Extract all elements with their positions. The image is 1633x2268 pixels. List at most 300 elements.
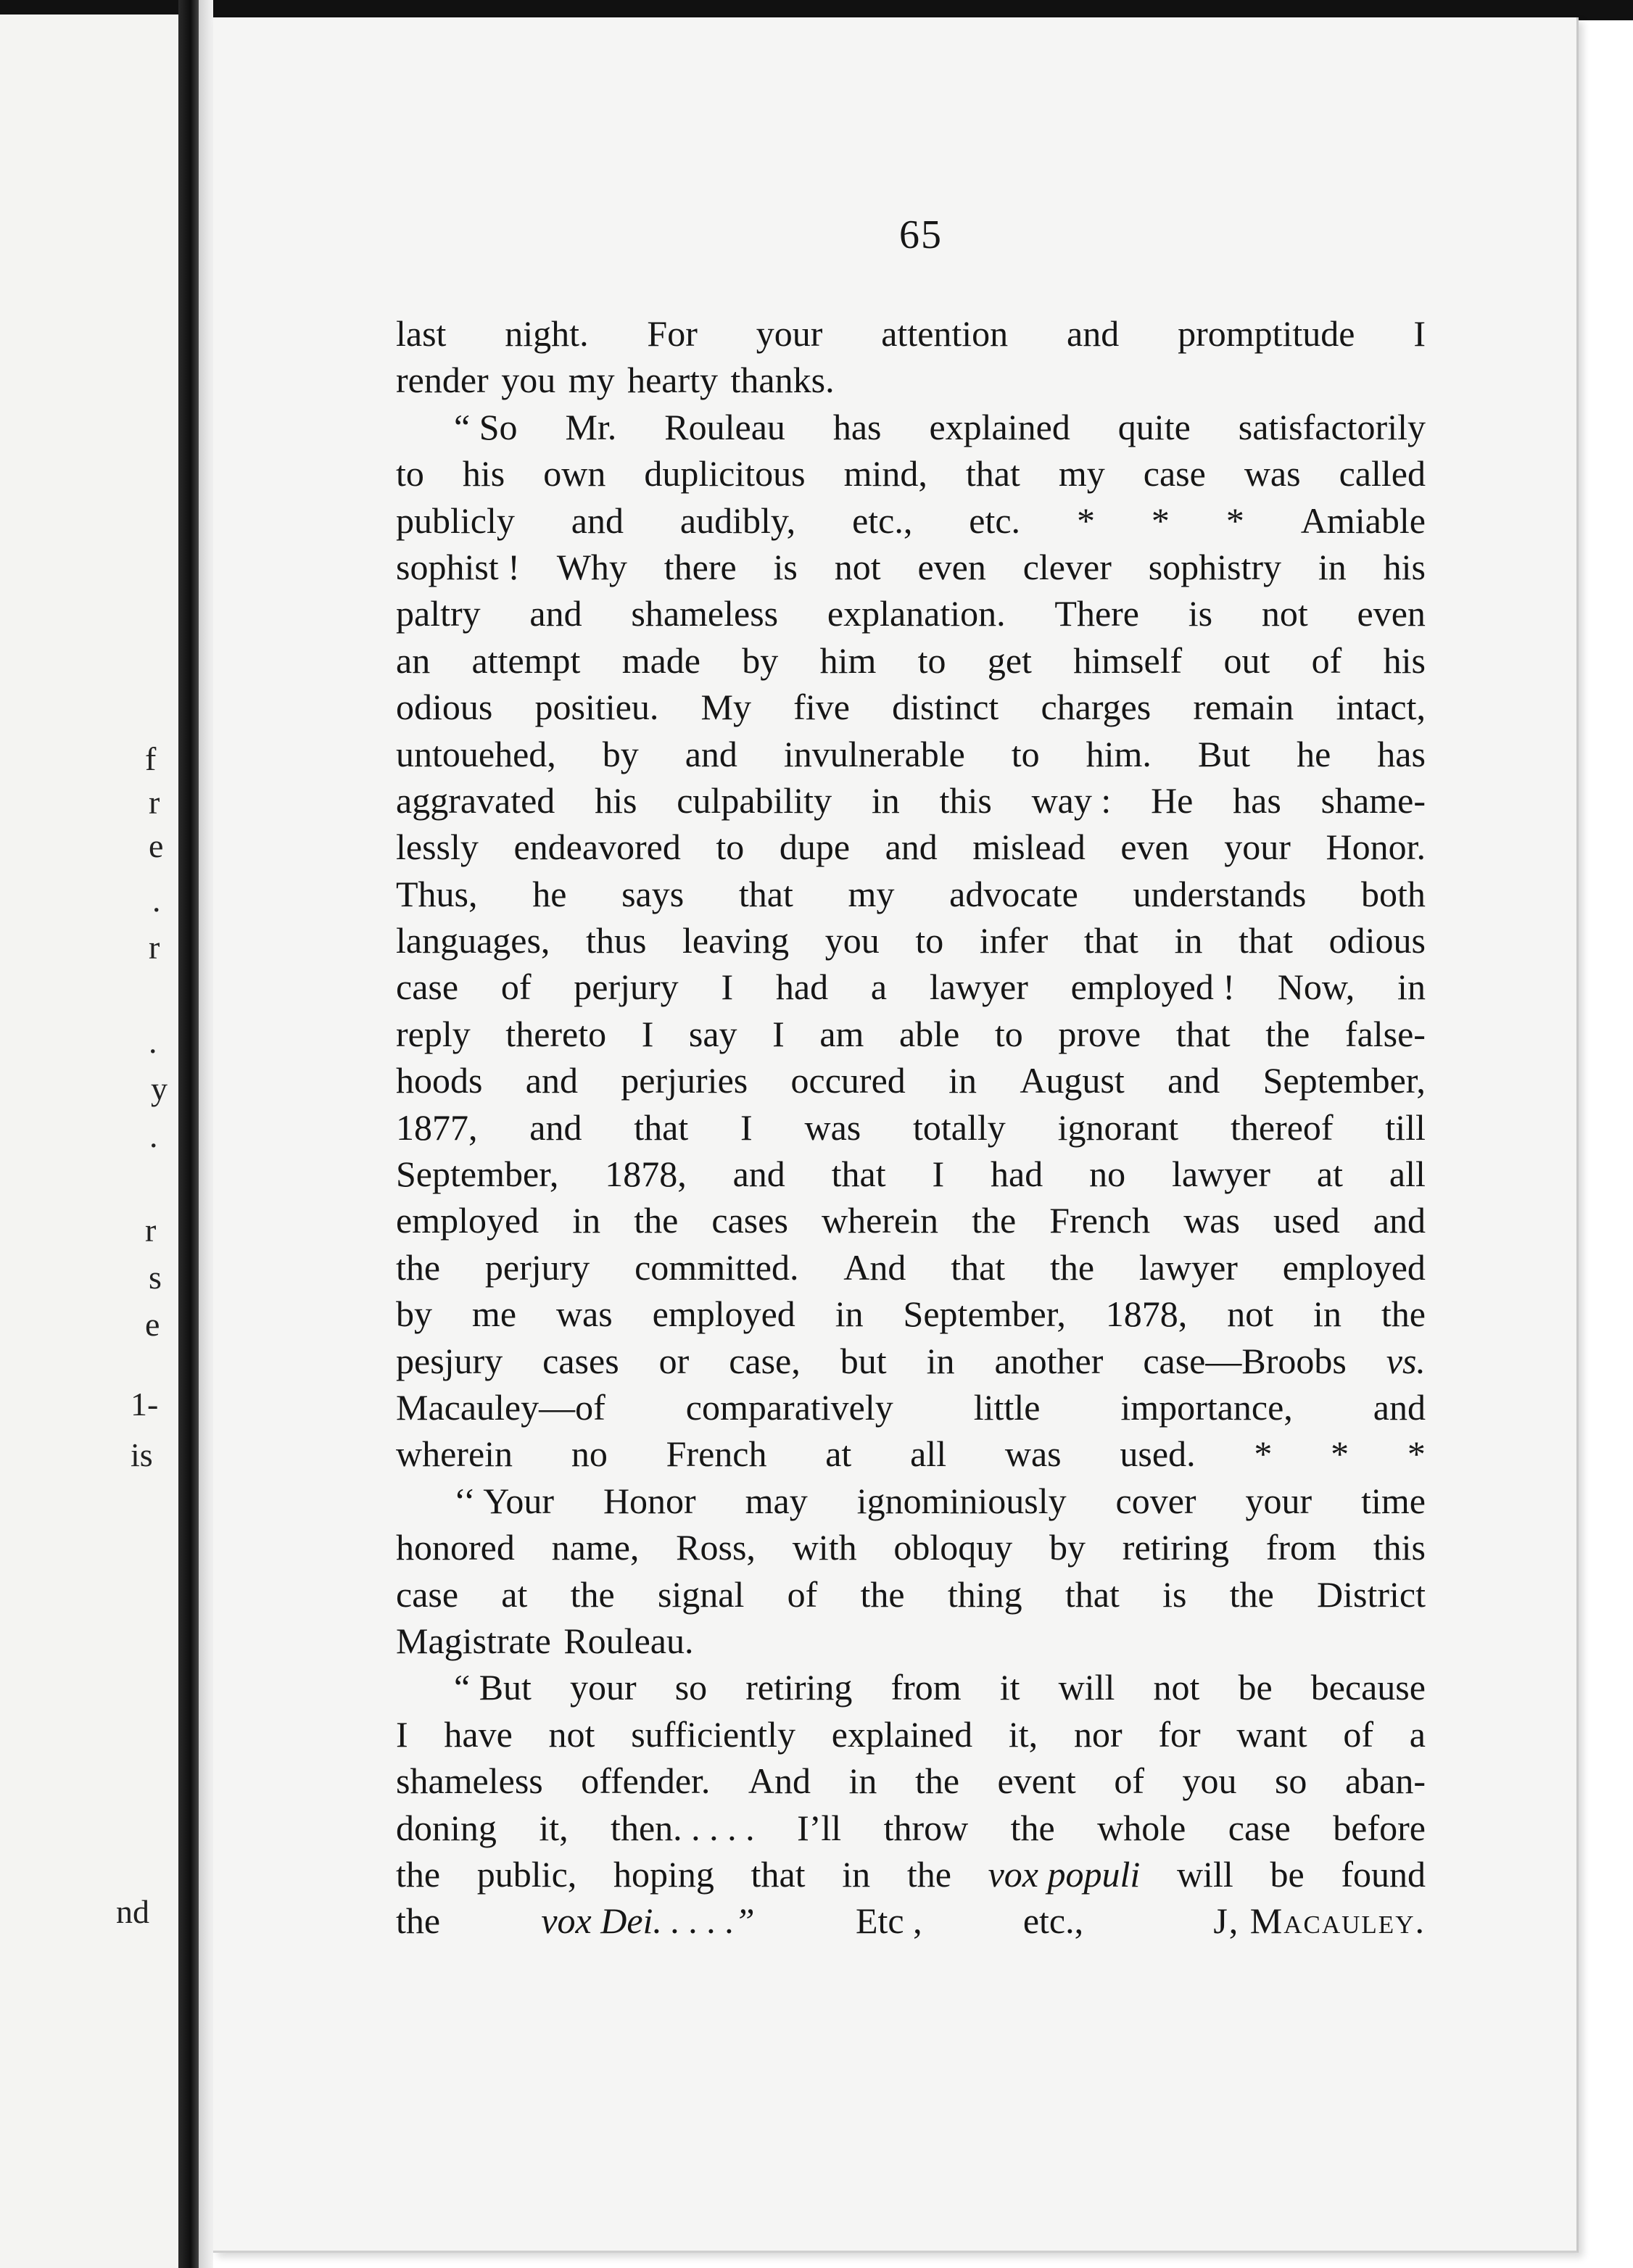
word: distinct [892, 687, 999, 728]
word: used [1273, 1200, 1340, 1241]
word: culpability [677, 779, 832, 821]
word: I [1413, 313, 1426, 354]
word: my [1058, 453, 1105, 494]
text-line [396, 1711, 1426, 1758]
text-line [396, 684, 1426, 730]
word: his [595, 779, 637, 821]
word: of [1311, 640, 1342, 681]
word: hoping [613, 1853, 714, 1895]
word: five [793, 687, 850, 728]
word: able [899, 1013, 960, 1054]
word: duplicitous [644, 453, 806, 494]
word: aban- [1344, 1760, 1426, 1802]
word: September, [1262, 1060, 1426, 1101]
word: I [721, 967, 734, 1008]
text-line [396, 450, 1426, 497]
facing-page-fragment: . [149, 1023, 157, 1060]
text-line [396, 637, 1426, 684]
word: in [871, 779, 900, 821]
word: was [1244, 453, 1301, 494]
word: Why [556, 546, 627, 587]
word: that [751, 1853, 806, 1895]
word: occured [790, 1060, 906, 1101]
word: even [1357, 593, 1426, 634]
word: understands [1133, 873, 1307, 914]
word: * [1151, 500, 1170, 541]
word: so [674, 1667, 708, 1708]
word: to [1011, 733, 1040, 774]
word: will [1176, 1853, 1233, 1895]
word: another [994, 1340, 1104, 1381]
word: clever [1022, 546, 1112, 587]
word: be [1270, 1853, 1305, 1895]
word: the [396, 1246, 441, 1288]
word: at [825, 1433, 852, 1475]
word: offender. [581, 1760, 711, 1802]
word: his [1383, 546, 1426, 587]
word: by [742, 640, 779, 681]
text-line [396, 964, 1426, 1010]
word: want [1236, 1713, 1307, 1755]
word: cover [1115, 1480, 1196, 1521]
word: himself [1073, 640, 1183, 681]
word: I’ll [797, 1807, 842, 1848]
word: public, [476, 1853, 577, 1895]
word: is [1162, 1573, 1187, 1615]
word: from [890, 1667, 962, 1708]
word: shameless [631, 593, 779, 634]
word: at [501, 1573, 528, 1615]
text-line [396, 731, 1426, 777]
text-line [396, 1197, 1426, 1243]
word: it [999, 1667, 1020, 1708]
word: the [1229, 1573, 1274, 1615]
text-line [396, 1104, 1426, 1151]
word: my [848, 873, 895, 914]
word: your [570, 1667, 637, 1708]
text-line [396, 1571, 1426, 1618]
word: the [634, 1200, 679, 1241]
word: not [1261, 593, 1308, 634]
word: and [529, 1106, 582, 1148]
word: that [1083, 920, 1138, 961]
text-line [396, 1851, 1426, 1897]
word: night. [505, 313, 589, 354]
word: that [831, 1154, 886, 1195]
word: has [832, 406, 882, 447]
word: your [1224, 827, 1291, 868]
book-gutter [178, 0, 199, 2268]
word: may [745, 1480, 808, 1521]
word: And [843, 1246, 906, 1288]
text-line [396, 404, 1426, 450]
word: that [951, 1246, 1006, 1288]
word: and [1067, 313, 1120, 354]
word: in [835, 1294, 864, 1335]
word: to [396, 453, 424, 494]
word: audibly, [679, 500, 796, 541]
word: I [396, 1713, 408, 1755]
facing-page-fragment: r [145, 1212, 157, 1249]
word: thanks. [730, 360, 835, 401]
word: and [529, 593, 582, 634]
text-line [396, 1758, 1426, 1804]
word: and [571, 500, 624, 541]
word: Etc , [855, 1900, 922, 1942]
word: Now, [1277, 967, 1355, 1008]
word: to [716, 827, 745, 868]
word: French [1049, 1200, 1151, 1241]
word: intact, [1336, 687, 1426, 728]
word: that [965, 453, 1020, 494]
text-line [396, 1338, 1426, 1384]
word: He [1151, 779, 1194, 821]
word: etc. [969, 500, 1021, 541]
word: promptitude [1178, 313, 1355, 354]
word: in [1397, 967, 1426, 1008]
facing-page-fragment: y [151, 1070, 168, 1107]
word: perjuries [621, 1060, 748, 1101]
word: the [1381, 1294, 1426, 1335]
word: by [602, 733, 639, 774]
word: * [1254, 1433, 1273, 1475]
word: mind, [843, 453, 927, 494]
word: * [1331, 1433, 1349, 1475]
word: in [572, 1200, 601, 1241]
word: have [444, 1713, 513, 1755]
word: even [917, 546, 986, 587]
word: out [1223, 640, 1270, 681]
word: odious [396, 687, 493, 728]
word: For [647, 313, 698, 354]
word: not [1153, 1667, 1200, 1708]
word: endeavored [513, 827, 681, 868]
word: employed [396, 1200, 539, 1241]
word: publicly [396, 500, 515, 541]
word: Ross, [676, 1527, 756, 1568]
word: retiring [745, 1667, 853, 1708]
word: the [1010, 1807, 1055, 1848]
word: both [1361, 873, 1426, 914]
word: sufficiently [631, 1713, 796, 1755]
word: I [932, 1154, 945, 1195]
text-line [396, 824, 1426, 870]
word: positieu. [534, 687, 659, 728]
facing-page-fragment: is [131, 1436, 153, 1473]
word: the [914, 1760, 960, 1802]
word: was [1183, 1200, 1240, 1241]
word: him. [1086, 733, 1152, 774]
word: “ So [454, 406, 518, 447]
word: case [396, 967, 459, 1008]
text-line [396, 917, 1426, 964]
word: to [915, 920, 944, 961]
text-line [396, 1478, 1426, 1524]
word: * [1225, 500, 1244, 541]
word: explained [831, 1713, 973, 1755]
word: comparatively [685, 1386, 893, 1428]
word: be [1238, 1667, 1273, 1708]
word: says [621, 873, 685, 914]
word: explanation. [827, 593, 1006, 634]
word: cases [711, 1200, 788, 1241]
word: vox populi [988, 1853, 1141, 1895]
word: case [1143, 453, 1206, 494]
text-line [396, 590, 1426, 637]
word: 1878, [1105, 1294, 1188, 1335]
word: called [1339, 453, 1426, 494]
word: case [396, 1573, 459, 1615]
word: etc., [1022, 1900, 1084, 1942]
word: and [685, 733, 737, 774]
word: was [804, 1106, 861, 1148]
word: honored [396, 1527, 515, 1568]
word: ignominiously [856, 1480, 1067, 1521]
word: invulnerable [783, 733, 965, 774]
word: the [396, 1900, 441, 1942]
word: your [756, 313, 823, 354]
word: infer [979, 920, 1049, 961]
word: pesjury [396, 1340, 503, 1381]
word: had [991, 1154, 1043, 1195]
word: of [1114, 1760, 1144, 1802]
word: even [1120, 827, 1189, 868]
word: in [1318, 546, 1347, 587]
word: hearty [627, 360, 719, 401]
text-line [396, 1291, 1426, 1337]
word: I [772, 1013, 785, 1054]
word: and [525, 1060, 578, 1101]
word: committed. [634, 1246, 799, 1288]
word: was [555, 1294, 613, 1335]
word: this [1373, 1527, 1426, 1568]
word: September, [396, 1154, 559, 1195]
word: 1877, [396, 1106, 478, 1148]
facing-page-fragment: nd [116, 1893, 149, 1930]
word: not [1227, 1294, 1274, 1335]
word: own [543, 453, 606, 494]
word: vs. [1386, 1340, 1426, 1381]
word: a [1409, 1713, 1426, 1755]
word: it, [539, 1807, 569, 1848]
word: to [917, 640, 946, 681]
word: August [1020, 1060, 1125, 1101]
word: of [1343, 1713, 1374, 1755]
word: totally [913, 1106, 1006, 1148]
word: etc., [852, 500, 913, 541]
word: that [1175, 1013, 1231, 1054]
word: found [1341, 1853, 1426, 1895]
word: whole [1097, 1807, 1186, 1848]
word: paltry [396, 593, 481, 634]
word: at [1316, 1154, 1344, 1195]
word: attention [881, 313, 1009, 354]
word: my [568, 360, 615, 401]
word: the [906, 1853, 951, 1895]
word: shame- [1320, 779, 1426, 821]
word: Thus, [396, 873, 478, 914]
word: September, [903, 1294, 1066, 1335]
word: then. . . . . [611, 1807, 755, 1848]
word: case [1228, 1807, 1291, 1848]
text-line [396, 1384, 1426, 1431]
word: Rouleau. [563, 1620, 694, 1661]
word: importance, [1120, 1386, 1293, 1428]
word: the [1265, 1013, 1310, 1054]
word: his [462, 453, 505, 494]
facing-page-fragment: r [149, 784, 160, 821]
word: till [1385, 1106, 1426, 1148]
word: way : [1031, 779, 1112, 821]
word: cases [542, 1340, 619, 1381]
facing-page-fragment: 1- [131, 1386, 159, 1423]
word: Macauley—of [396, 1386, 605, 1428]
word: vox Dei. . . . .” [541, 1900, 755, 1942]
facing-page-fragment: r [149, 929, 160, 966]
word: in [1174, 920, 1203, 961]
word: him [819, 640, 877, 681]
text-line [396, 1664, 1426, 1710]
word: in [948, 1060, 977, 1101]
word: the [570, 1573, 615, 1615]
word: that [738, 873, 793, 914]
text-line [396, 1805, 1426, 1851]
word: to [994, 1013, 1023, 1054]
text-line [396, 1431, 1426, 1477]
word: French [666, 1433, 767, 1475]
word: before [1333, 1807, 1426, 1848]
word: you [501, 360, 556, 401]
word: has [1233, 779, 1281, 821]
word: advocate [949, 873, 1078, 914]
word: reply [396, 1013, 471, 1054]
word: no [1089, 1154, 1126, 1195]
word: Honor [603, 1480, 696, 1521]
text-line [396, 357, 1426, 403]
page-number: 65 [899, 212, 943, 257]
word: no [571, 1433, 608, 1475]
word: an [396, 640, 431, 681]
word: obloquy [893, 1527, 1013, 1568]
word: There [1054, 593, 1139, 634]
word: am [819, 1013, 864, 1054]
word: shameless [396, 1760, 543, 1802]
word: signal [657, 1573, 745, 1615]
word: from [1265, 1527, 1336, 1568]
gutter-shadow [199, 0, 213, 2268]
word: lawyer [929, 967, 1028, 1008]
word: he [1297, 733, 1331, 774]
word: District [1317, 1573, 1426, 1615]
word: languages, [396, 920, 550, 961]
word: that [1064, 1573, 1120, 1615]
word: aggravated [396, 779, 555, 821]
word: 1878, [605, 1154, 687, 1195]
word: odious [1328, 920, 1426, 961]
text-line [396, 1244, 1426, 1291]
text-line [396, 1011, 1426, 1057]
word: and [1373, 1200, 1426, 1241]
word: your [1245, 1480, 1312, 1521]
word: time [1361, 1480, 1426, 1521]
word: wherein [821, 1200, 939, 1241]
word: thereof [1230, 1106, 1334, 1148]
word: in [842, 1853, 871, 1895]
word: or [658, 1340, 690, 1381]
word: satisfactorily [1238, 406, 1426, 447]
word: say [688, 1013, 737, 1054]
word: My [700, 687, 751, 728]
word: render [396, 360, 489, 401]
word: has [1377, 733, 1426, 774]
word: employed [652, 1294, 795, 1335]
word: nor [1073, 1713, 1123, 1755]
word: employed ! [1070, 967, 1235, 1008]
word: but [840, 1340, 887, 1381]
word: last [396, 313, 447, 354]
word: in [926, 1340, 955, 1381]
word: dupe [779, 827, 851, 868]
text-line [396, 1524, 1426, 1570]
word: * [1076, 500, 1095, 541]
word: get [987, 640, 1032, 681]
word: Honor. [1326, 827, 1426, 868]
word: by [1049, 1527, 1086, 1568]
text-line [396, 1618, 1426, 1664]
word: all [1389, 1154, 1426, 1195]
word: employed [1282, 1246, 1426, 1288]
word: ‘‘ Your [454, 1480, 554, 1521]
word: made [621, 640, 700, 681]
word: and [885, 827, 938, 868]
word: and [732, 1154, 785, 1195]
word: attempt [471, 640, 581, 681]
text-line [396, 777, 1426, 824]
word: the [1049, 1246, 1095, 1288]
word: of [500, 967, 532, 1008]
text-line [396, 1057, 1426, 1104]
word: Amiable [1300, 500, 1426, 541]
word: retiring [1122, 1527, 1229, 1568]
word: it, [1008, 1713, 1038, 1755]
word: and [1373, 1386, 1426, 1428]
word: case—Broobs [1143, 1340, 1347, 1381]
word: is [773, 546, 798, 587]
word: But [1197, 733, 1251, 774]
word: perjury [574, 967, 679, 1008]
word: thing [947, 1573, 1022, 1615]
word: the [396, 1853, 441, 1895]
word: J, Macauley. [1213, 1900, 1426, 1942]
word: the [972, 1200, 1017, 1241]
word: perjury [484, 1246, 590, 1288]
word: that [1239, 920, 1294, 961]
word: Magistrate [396, 1620, 551, 1661]
word: Mr. [565, 406, 617, 447]
word: for [1158, 1713, 1201, 1755]
word: sophist ! [396, 546, 520, 587]
word: with [792, 1527, 857, 1568]
word: so [1274, 1760, 1307, 1802]
word: quite [1117, 406, 1191, 447]
word: * [1407, 1433, 1426, 1475]
word: and [1167, 1060, 1220, 1101]
word: because [1310, 1667, 1426, 1708]
facing-page-fragment: e [145, 1306, 160, 1343]
facing-page-fragment: s [149, 1259, 162, 1296]
word: Rouleau [664, 406, 785, 447]
word: you [824, 920, 880, 961]
